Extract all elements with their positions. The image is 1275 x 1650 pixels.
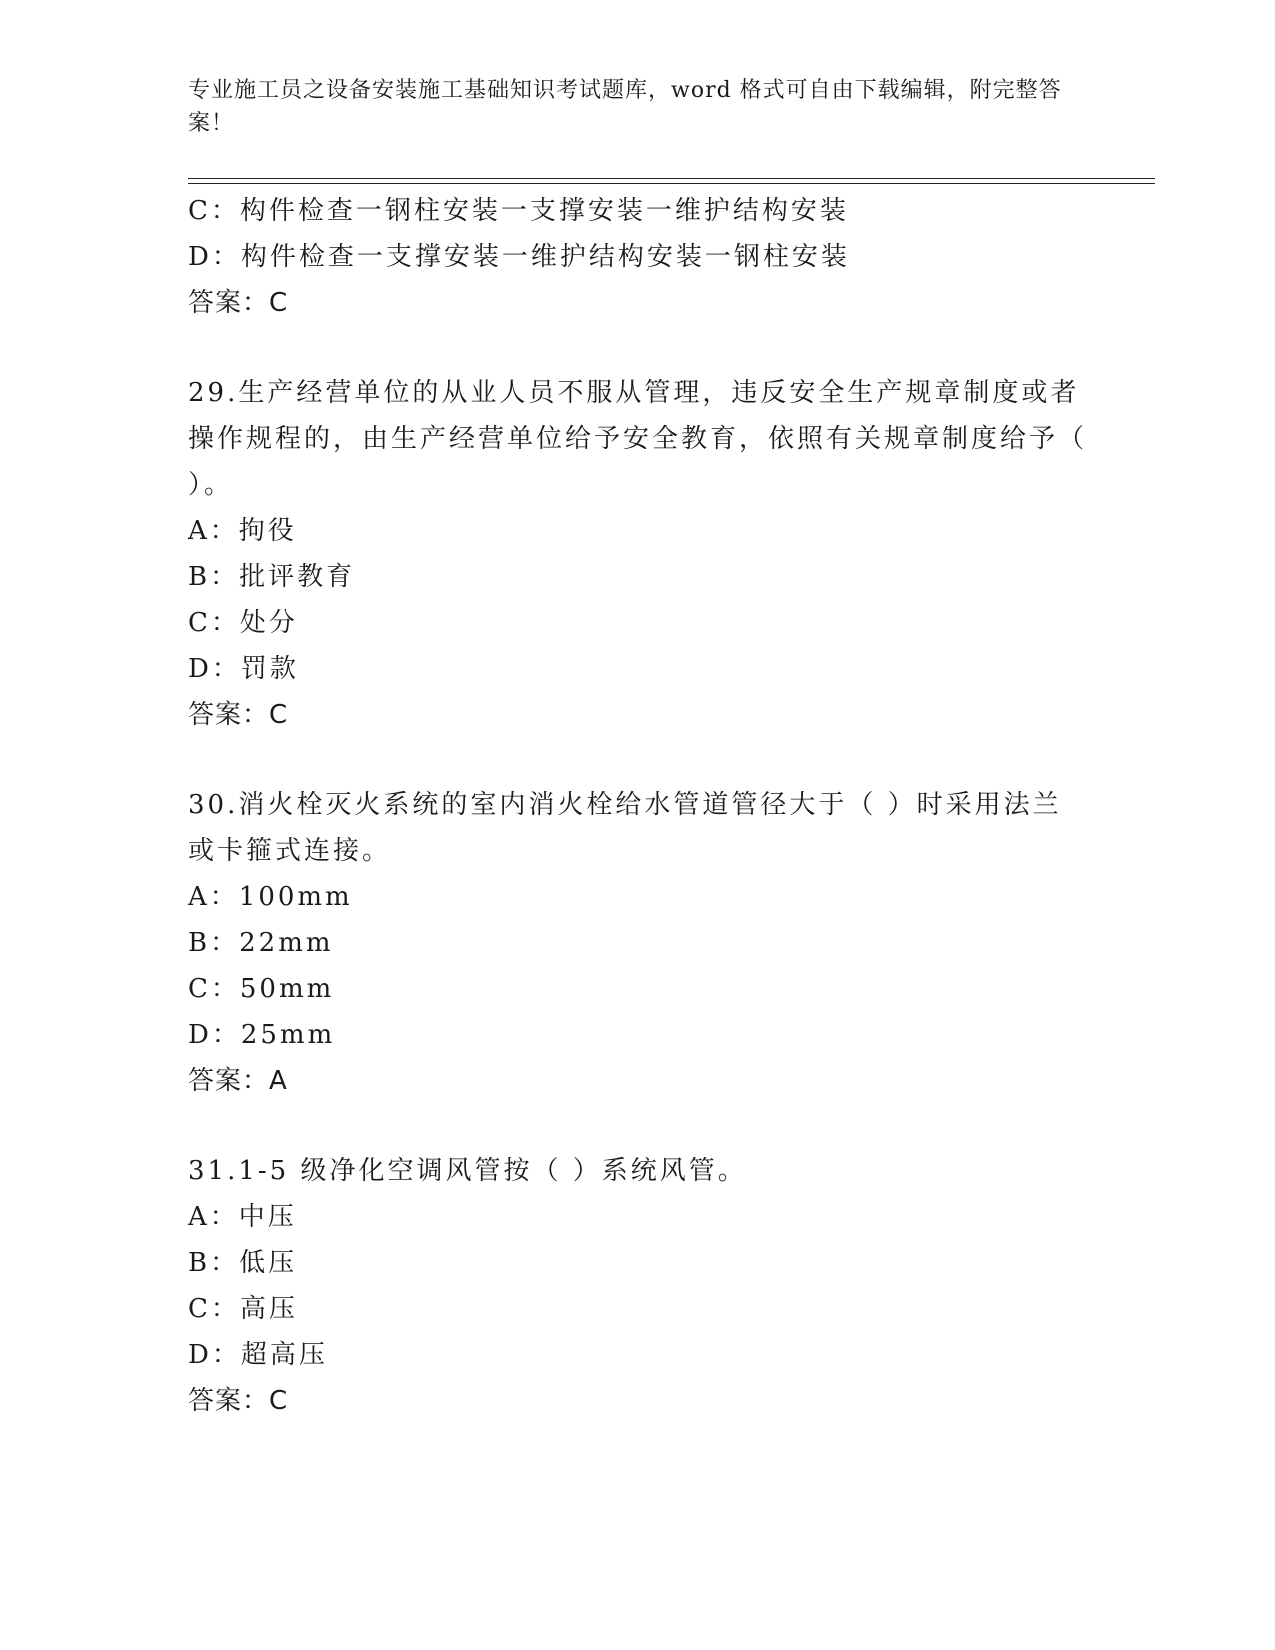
option-c: C：高压 [188,1294,298,1324]
option-b: B：批评教育 [188,562,356,592]
option-a: A：中压 [188,1202,297,1232]
question-30 [188,782,1088,1104]
question-stem: 30.消火栓灭火系统的室内消火栓给水管道管径大于（ ）时采用法兰或卡箍式连接。 [188,790,1062,866]
option-c: C：构件检查一钢柱安装一支撑安装一维护结构安装 [188,196,849,226]
option-c: C：50mm [188,974,335,1004]
header-divider-bottom [188,183,1155,184]
question-28 [188,188,1088,326]
option-a: A：拘役 [188,516,297,546]
question-list [188,188,1088,1424]
answer: 答案：C [188,288,289,318]
answer: 答案：A [188,1066,288,1096]
option-d: D：25mm [188,1020,336,1050]
option-b: B：22mm [188,928,334,958]
question-29 [188,370,1088,738]
question-stem: 31.1-5 级净化空调风管按（ ）系统风管。 [188,1156,747,1186]
answer: 答案：C [188,1386,289,1416]
spacer [188,326,1088,370]
spacer [188,738,1088,782]
option-d: D：构件检查一支撑安装一维护结构安装一钢柱安装 [188,242,850,272]
header-divider-top [188,178,1155,179]
option-a: A：100mm [188,882,353,912]
option-b: B：低压 [188,1248,298,1278]
option-d: D：超高压 [188,1340,328,1370]
document-header: 专业施工员之设备安装施工基础知识考试题库，word 格式可自由下载编辑，附完整答案！ [188,78,1062,136]
answer: 答案：C [188,700,289,730]
question-stem: 29.生产经营单位的从业人员不服从管理，违反安全生产规章制度或者操作规程的，由生产经营单位给予安全教育，依照有关规章制度给予（ ）。 [188,378,1088,500]
spacer [188,1104,1088,1148]
question-31 [188,1148,1088,1424]
option-d: D：罚款 [188,654,299,684]
option-c: C：处分 [188,608,298,638]
